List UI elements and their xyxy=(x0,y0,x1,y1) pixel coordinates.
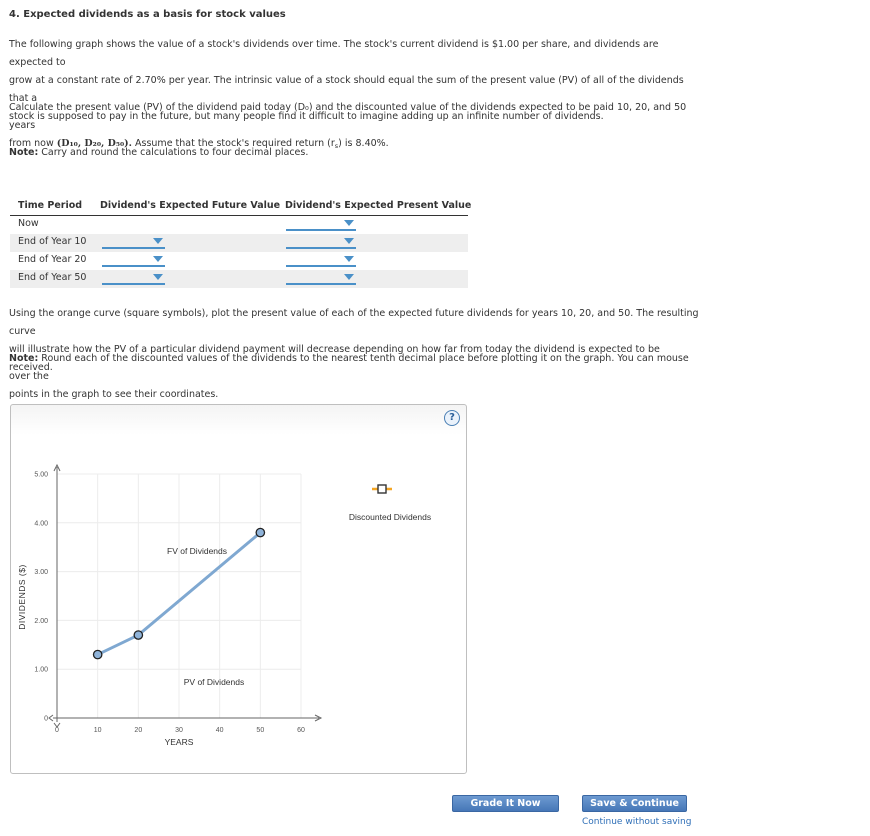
table-row xyxy=(10,234,468,252)
x-tick-label: 50 xyxy=(256,727,265,734)
question-icon[interactable]: ? xyxy=(444,410,460,426)
chart-grid xyxy=(57,474,301,718)
legend xyxy=(349,485,431,522)
note-label: Note: xyxy=(9,353,39,364)
dropdown-arrow-icon xyxy=(344,256,354,262)
y-tick-label: 2.00 xyxy=(34,617,48,625)
table-row xyxy=(10,270,468,288)
intro-line: stock is supposed to pay in the future, but many people find it difficult to imagine adding up an infinite number of dividends. xyxy=(9,111,604,122)
table-row xyxy=(10,216,468,234)
dropdown-arrow-icon xyxy=(153,256,163,262)
note-label: Note: xyxy=(9,147,39,158)
pv-year50-dropdown[interactable] xyxy=(286,270,356,285)
pv-now-dropdown[interactable] xyxy=(286,216,356,231)
calc-mid: Assume that the stock's required return (r xyxy=(135,138,335,149)
dropdown-arrow-icon xyxy=(344,274,354,280)
save-continue-button[interactable]: Save & Continue xyxy=(582,795,687,812)
fv-year10-dropdown[interactable] xyxy=(102,234,165,249)
y-tick-label: 4.00 xyxy=(34,520,48,528)
table-header xyxy=(10,199,472,216)
instruction-line: will illustrate how the PV of a particular dividend payment will decrease depending on how far from today the dividend is expected to be received. xyxy=(9,344,660,373)
x-tick-label: 30 xyxy=(175,727,183,734)
legend-square-icon[interactable] xyxy=(378,485,386,493)
graph-panel xyxy=(10,404,467,774)
note-text: Round each of the discounted values of the dividends to the nearest tenth decimal place before plotting it on the graph. You can mouse over the xyxy=(9,353,689,382)
fv-year20-dropdown[interactable] xyxy=(102,252,165,267)
legend-label: Discounted Dividends xyxy=(348,512,432,522)
x-tick-label: 0 xyxy=(55,727,59,734)
y-tick-label: 3.00 xyxy=(34,569,48,577)
chart-svg[interactable] xyxy=(11,405,466,773)
x-tick-label: 20 xyxy=(134,727,143,734)
x-tick-label: 10 xyxy=(93,727,102,734)
note-2 xyxy=(9,350,699,404)
pv-curve-label: PV of Dividends xyxy=(183,677,245,687)
dividend-symbols: (D₁₀, D₂₀, D₅₀). xyxy=(56,138,132,149)
row-label: End of Year 50 xyxy=(18,272,87,283)
table-row xyxy=(10,252,468,270)
y-tick-label: 1.00 xyxy=(34,666,48,674)
dropdown-arrow-icon xyxy=(153,274,163,280)
calc-suffix: ) is 8.40%. xyxy=(338,138,389,149)
fv-year50-dropdown[interactable] xyxy=(102,270,165,285)
intro-line: The following graph shows the value of a stock's dividends over time. The stock's current dividend is $1.00 per share, and dividends are expected to xyxy=(9,39,659,68)
calc-line: Calculate the present value (PV) of the dividend paid today (D₀) and the discounted value of the dividends expected to be paid 10, 20, and 50 years xyxy=(9,102,687,131)
y-tick-label: 0 xyxy=(44,715,48,723)
x-tick-label: 40 xyxy=(215,727,224,734)
pv-year10-dropdown[interactable] xyxy=(286,234,356,249)
calc-prefix: from now xyxy=(9,138,54,149)
header-present-value: Dividend's Expected Present Value xyxy=(285,200,472,211)
note-line: points in the graph to see their coordinates. xyxy=(9,389,219,400)
data-point xyxy=(256,528,264,536)
x-axis-left-arrow-icon xyxy=(49,715,53,721)
data-point xyxy=(93,650,101,658)
row-label: End of Year 10 xyxy=(18,236,87,247)
y-tick-label: 5.00 xyxy=(34,471,48,479)
instruction-line: Using the orange curve (square symbols), plot the present value of each of the expected future dividends for years 10, 20, and 50. The resulting curve xyxy=(9,308,699,337)
dropdown-arrow-icon xyxy=(344,220,354,226)
data-point xyxy=(134,631,142,639)
y-axis-label: DIVIDENDS ($) xyxy=(17,564,27,630)
fv-curve-label: FV of Dividends xyxy=(167,546,227,556)
dropdown-arrow-icon xyxy=(153,238,163,244)
header-future-value: Dividend's Expected Future Value xyxy=(100,200,281,211)
x-tick-label: 60 xyxy=(297,727,305,734)
dropdown-arrow-icon xyxy=(344,238,354,244)
dividend-table xyxy=(10,199,472,288)
row-label: End of Year 20 xyxy=(18,254,87,265)
x-axis-label: YEARS xyxy=(164,737,194,747)
calc-subscript: s xyxy=(334,142,339,150)
note-1 xyxy=(9,144,699,162)
note-line xyxy=(9,350,699,386)
grade-it-now-button[interactable]: Grade It Now xyxy=(452,795,559,812)
row-label: Now xyxy=(18,218,39,229)
note-text: Carry and round the calculations to four decimal places. xyxy=(41,147,309,158)
question-title: 4. Expected dividends as a basis for stock values xyxy=(9,9,286,20)
chart-ticks xyxy=(34,472,305,735)
intro-line: grow at a constant rate of 2.70% per year. The intrinsic value of a stock should equal the sum of the present value (PV) of all of the dividends that a xyxy=(9,75,684,104)
continue-without-saving-link[interactable]: Continue without saving xyxy=(582,817,692,827)
pv-year20-dropdown[interactable] xyxy=(286,252,356,267)
header-time-period: Time Period xyxy=(18,200,83,211)
